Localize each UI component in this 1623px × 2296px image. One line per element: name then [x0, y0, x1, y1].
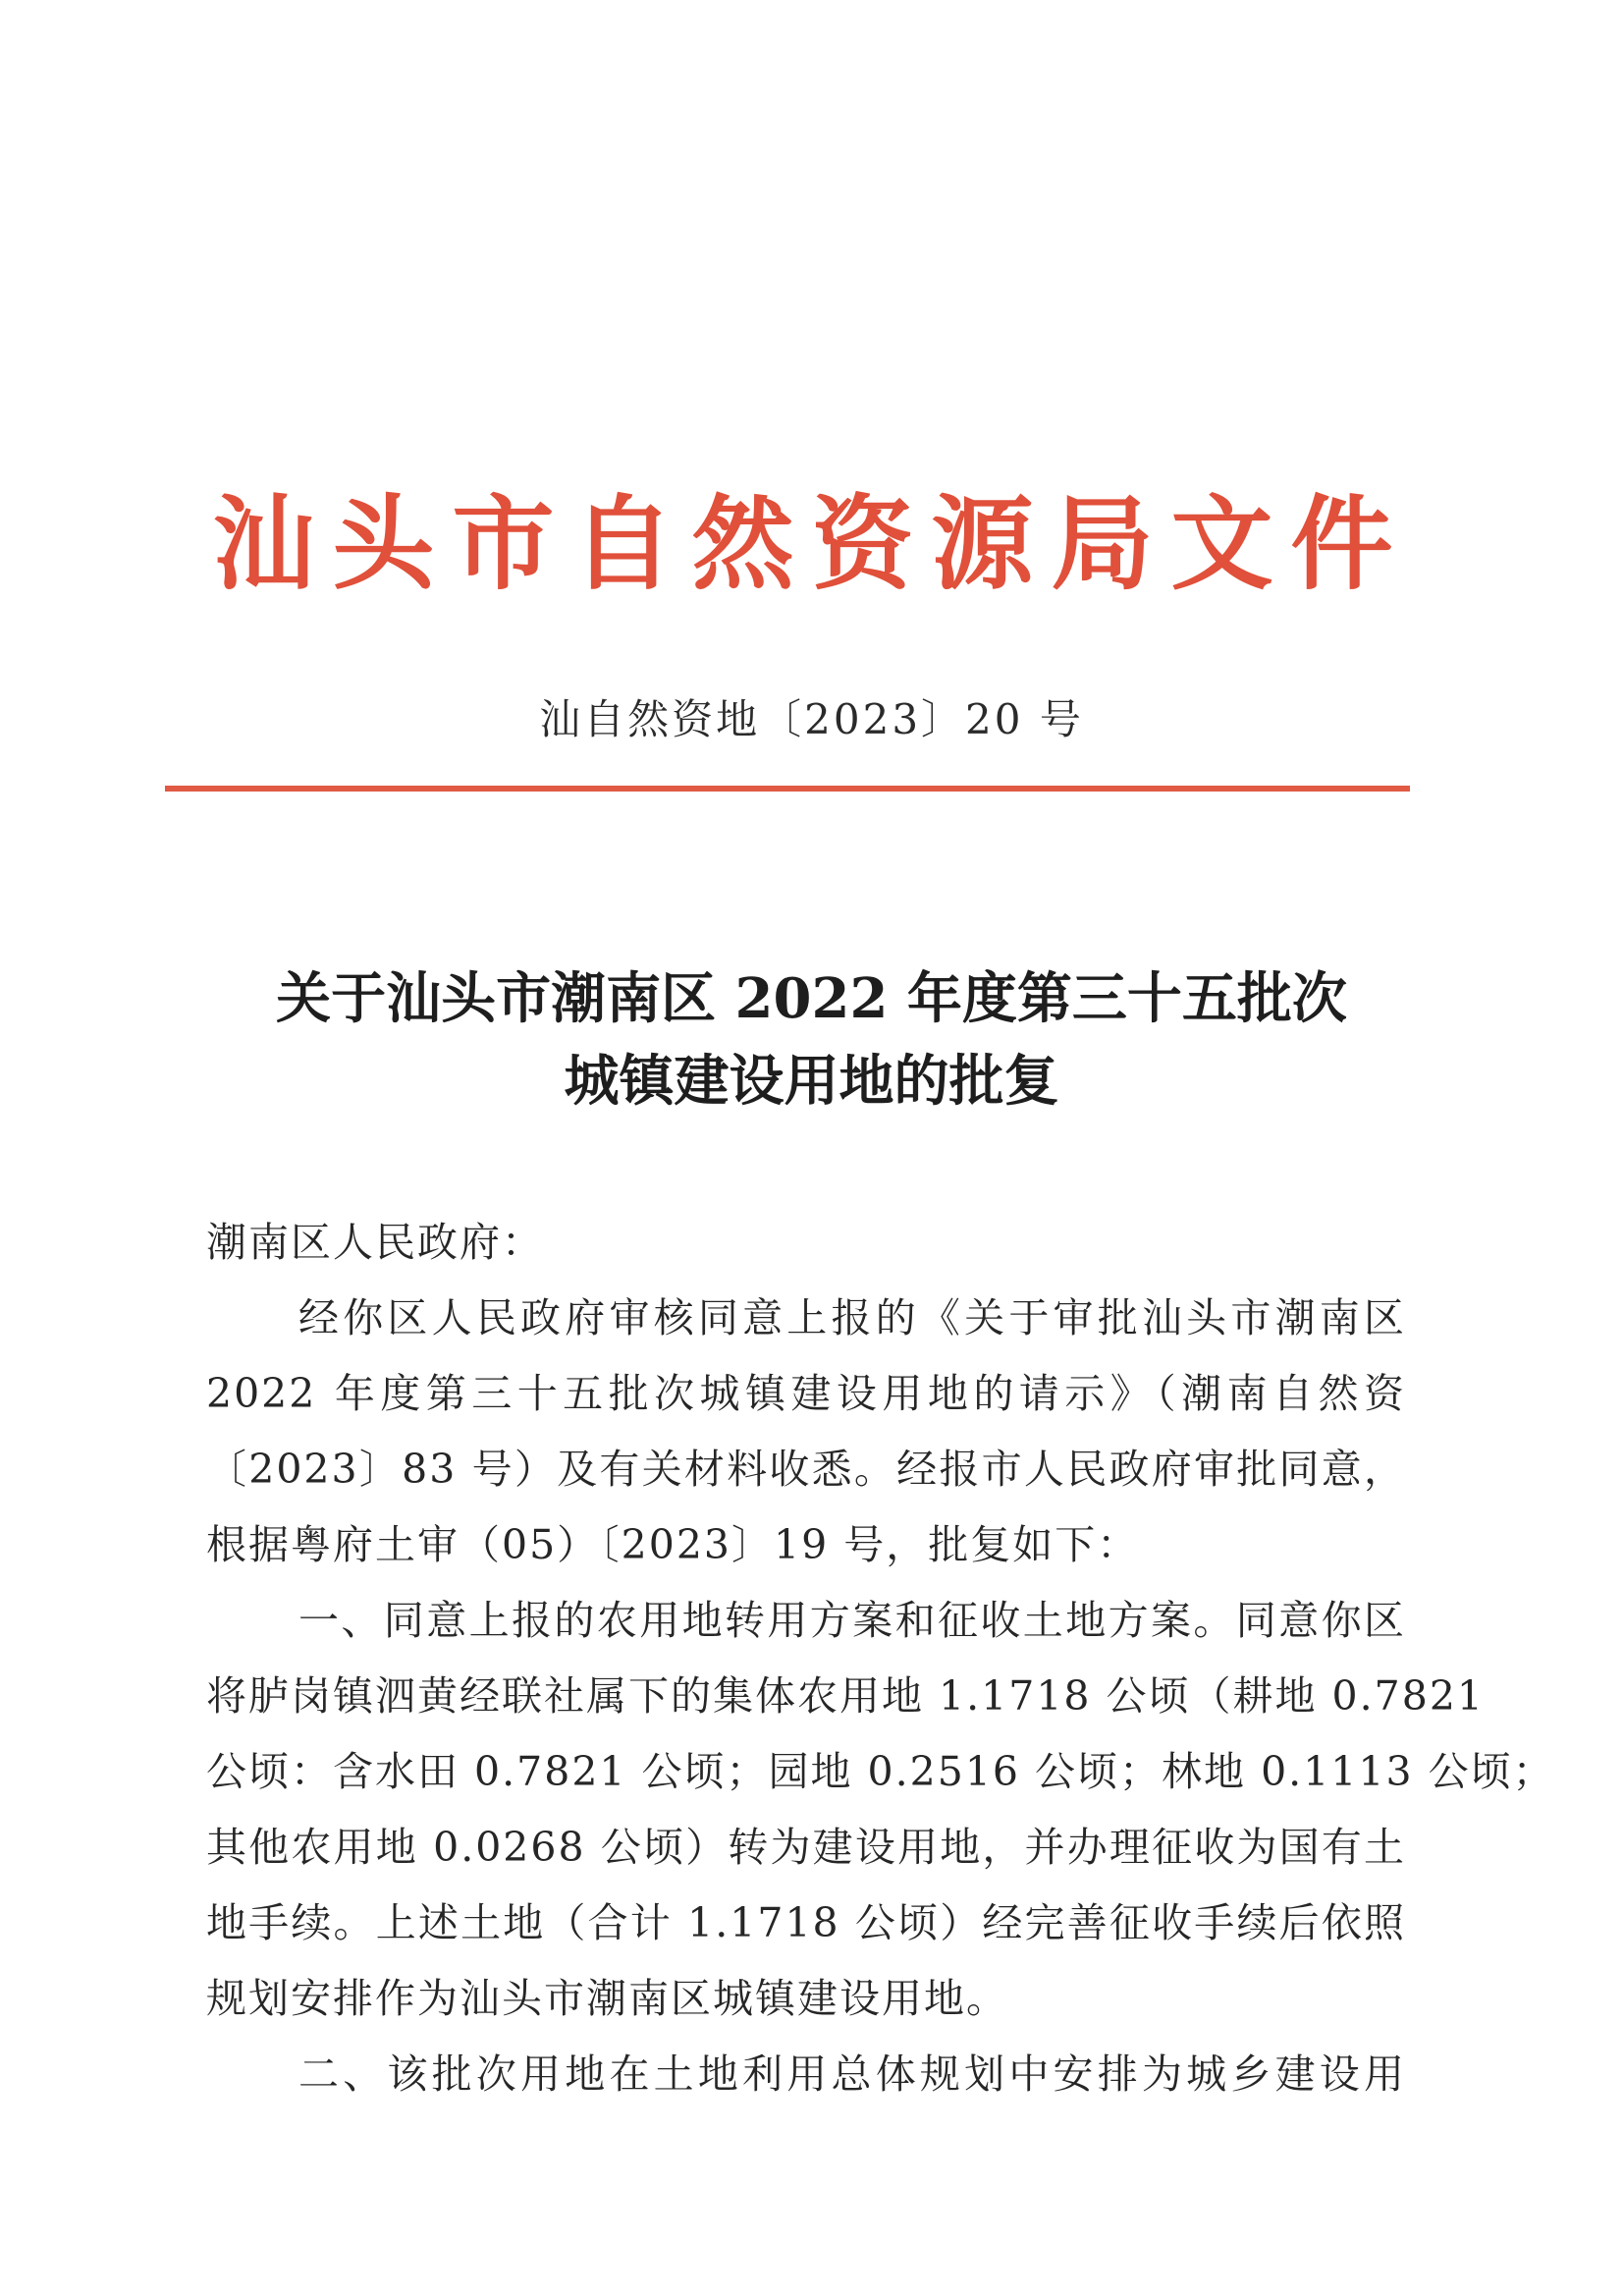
- document-number: 汕自然资地〔2023〕20 号: [539, 695, 1084, 743]
- body-line-5: 一、同意上报的农用地转用方案和征收土地方案。同意你区: [298, 1597, 1406, 1644]
- document-title-line-2: 城镇建设用地的批复: [564, 1049, 1059, 1114]
- salutation: 潮南区人民政府：: [206, 1219, 544, 1266]
- document-title-line-1: 关于汕头市潮南区 2022 年度第三十五批次: [276, 966, 1347, 1031]
- issuer-title: 汕头市自然资源局文件: [212, 483, 1411, 604]
- document-body: [206, 1205, 1555, 2112]
- body-line-2: 2022 年度第三十五批次城镇建设用地的请示》（潮南自然资: [206, 1370, 1406, 1417]
- body-line-10: 规划安排作为汕头市潮南区城镇建设用地。: [206, 1975, 1008, 2022]
- body-line-3: 〔2023〕83 号）及有关材料收悉。经报市人民政府审批同意，: [206, 1446, 1406, 1493]
- body-line-4: 根据粤府土审（05）〔2023〕19 号，批复如下：: [206, 1521, 1140, 1568]
- body-line-9: 地手续。上述土地（合计 1.1718 公顷）经完善征收手续后依照: [206, 1899, 1406, 1946]
- red-divider-line: [165, 786, 1410, 792]
- body-line-8: 其他农用地 0.0268 公顷）转为建设用地，并办理征收为国有土: [206, 1824, 1406, 1871]
- body-line-7: 公顷：含水田 0.7821 公顷；园地 0.2516 公顷；林地 0.1113 公顷；: [206, 1748, 1555, 1795]
- body-line-1: 经你区人民政府审核同意上报的《关于审批汕头市潮南区: [298, 1294, 1406, 1341]
- body-line-6: 将胪岗镇泗黄经联社属下的集体农用地 1.1718 公顷（耕地 0.7821: [206, 1672, 1486, 1720]
- document-title: [0, 957, 1623, 1122]
- body-line-11: 二、该批次用地在土地利用总体规划中安排为城乡建设用: [298, 2050, 1406, 2098]
